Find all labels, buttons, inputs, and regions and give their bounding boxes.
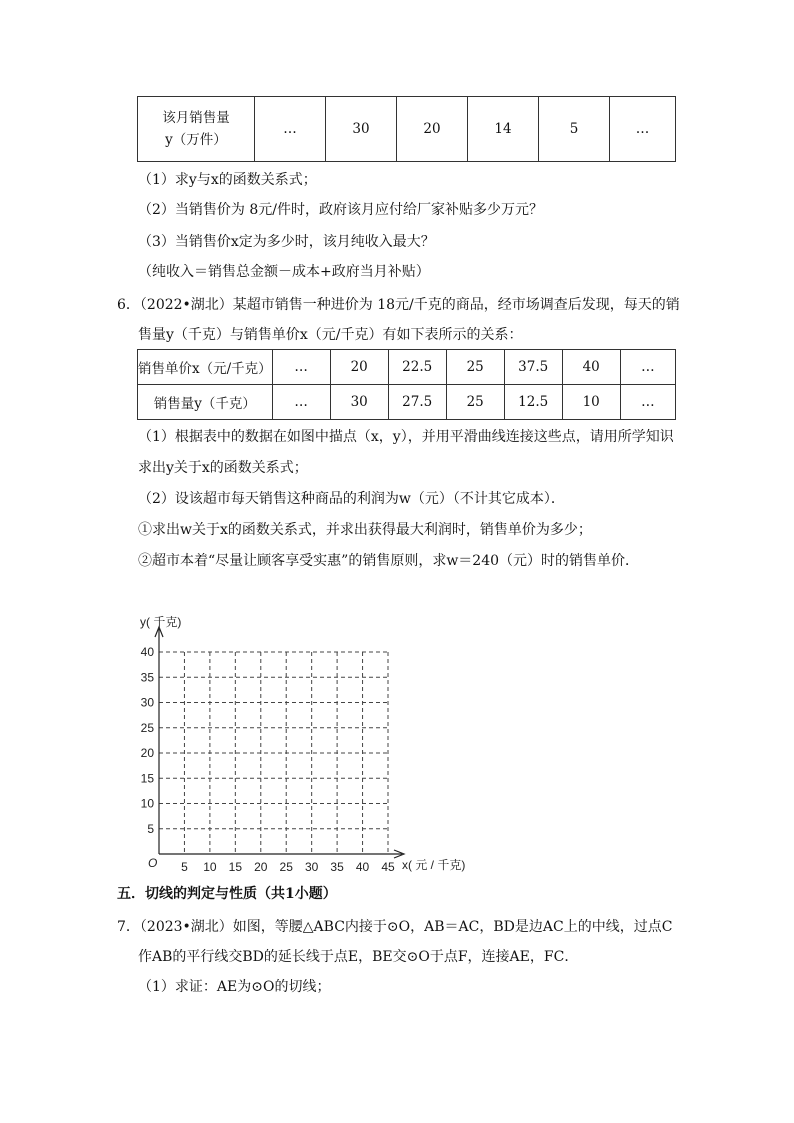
sales-volume-table <box>137 96 676 162</box>
q5-part3: （3）当销售价x定为多少时，该月纯收入最大？ <box>138 234 435 250</box>
y-tick-label: 10 <box>140 796 154 811</box>
q6-part1-line1: （1）根据表中的数据在如图中描点（x，y），并用平滑曲线连接这些点，请用所学知识 <box>138 429 674 445</box>
section5-heading: 五．切线的判定与性质（共1小题） <box>117 886 337 902</box>
table2-cell: 40 <box>562 350 620 385</box>
x-tick-label: 20 <box>254 860 268 874</box>
table2-cell: 12.5 <box>504 385 562 420</box>
table2-cell: … <box>272 385 330 420</box>
x-tick-label: 25 <box>279 860 293 874</box>
table1-row-label: 该月销售量 y（万件） <box>138 97 255 162</box>
table1-cell: 5 <box>539 97 610 162</box>
x-tick-label: 5 <box>181 860 188 874</box>
y-tick-label: 40 <box>140 645 154 659</box>
q6-part2-b: ②超市本着“尽量让顾客享受实惠”的销售原则，求w＝240（元）时的销售单价． <box>138 553 640 569</box>
table2-cell: 27.5 <box>388 385 446 420</box>
q5-part2: （2）当销售价为 8元/件时，政府该月应付给厂家补贴多少万元？ <box>138 202 543 218</box>
q5-part1: （1）求y与x的函数关系式； <box>138 172 317 188</box>
table2-cell: 10 <box>562 385 620 420</box>
table1-cell: … <box>610 97 676 162</box>
q7-part1: （1）求证：AE为⊙O的切线； <box>138 979 331 995</box>
price-volume-table <box>137 349 676 420</box>
table2-row2-label: 销售量y（千克） <box>138 385 273 420</box>
q5-note: （纯收入＝销售总金额－成本+政府当月补贴） <box>138 264 430 280</box>
x-axis-label: x( 元 / 千克) <box>402 858 466 872</box>
q6-part2: （2）设该超市每天销售这种商品的利润为w（元）（不计其它成本）． <box>138 491 565 507</box>
q6-stem-line2: 售量y（千克）与销售单价x（元/千克）有如下表所示的关系： <box>138 327 523 343</box>
origin-label: O <box>148 856 158 870</box>
table1-cell: 14 <box>468 97 539 162</box>
table2-cell: 20 <box>330 350 388 385</box>
q6-part2-a: ①求出w关于x的函数关系式，并求出获得最大利润时，销售单价为多少； <box>138 522 592 538</box>
table2-cell: 25 <box>446 350 504 385</box>
table2-cell: … <box>620 350 675 385</box>
x-tick-label: 10 <box>203 860 217 874</box>
coordinate-grid-chart <box>130 605 510 880</box>
y-tick-label: 15 <box>140 771 154 786</box>
table1-cell: 30 <box>326 97 397 162</box>
y-tick-label: 20 <box>140 746 154 760</box>
table2-cell: … <box>620 385 675 420</box>
table1-cell: … <box>255 97 326 162</box>
q7-line1: 7．（2023•湖北）如图，等腰△ABC内接于⊙O，AB＝AC，BD是边AC上的中线，过点C <box>117 919 673 935</box>
y-tick-label: 5 <box>147 821 154 836</box>
x-tick-label: 45 <box>381 860 395 874</box>
q7-line2: 作AB的平行线交BD的延长线于点E，BE交⊙O于点F，连接AE，FC． <box>138 949 579 965</box>
table2-cell: … <box>272 350 330 385</box>
x-tick-label: 30 <box>304 860 319 874</box>
y-tick-label: 25 <box>140 720 154 735</box>
table1-cell: 20 <box>397 97 468 162</box>
q6-stem-line1: 6．（2022•湖北）某超市销售一种进价为 18元/千克的商品，经市场调查后发现，每天的销 <box>117 297 680 313</box>
table2-cell: 30 <box>330 385 388 420</box>
q6-part1-line2: 求出y关于x的函数关系式； <box>138 460 308 476</box>
y-tick-label: 35 <box>140 670 154 685</box>
x-tick-label: 35 <box>330 860 344 874</box>
y-tick-label: 30 <box>140 695 154 710</box>
y-axis-label: y( 千克) <box>140 615 182 629</box>
x-tick-label: 40 <box>355 860 370 874</box>
table2-cell: 25 <box>446 385 504 420</box>
table2-row1-label: 销售单价x（元/千克） <box>138 350 273 385</box>
table2-cell: 37.5 <box>504 350 562 385</box>
table2-cell: 22.5 <box>388 350 446 385</box>
x-tick-label: 15 <box>228 860 243 874</box>
